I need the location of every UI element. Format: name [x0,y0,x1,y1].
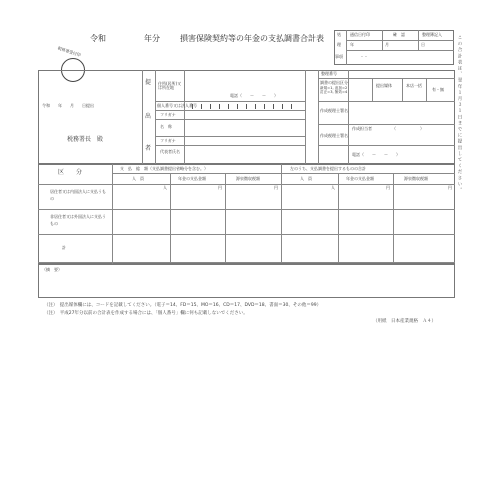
submit-media-label: 提出媒体 [376,83,392,88]
head-office-label: 本店一括 [406,83,422,88]
row-nonresident-label: 非居住者又は外国法人に支払うもの [50,214,106,226]
name-label: 名 称 [160,124,172,129]
remarks-label: （摘 要） [42,267,62,272]
office-row-month: 月 [385,42,389,47]
unit-person-2: 人 [331,185,335,190]
group1-header: 支 払 総 額（支払調書提出省略分を含む。） [120,166,208,171]
col-header-3: 源泉徴収税額 [236,176,260,181]
submitter-phone: 電話（ ー ー ） [230,93,278,98]
row-total-label: 計 [62,245,66,250]
col-header-6: 源泉徴収税額 [404,176,428,181]
group2-header: 左のうち、支払調書を提出するものの合計 [290,166,366,171]
seiri-label: 整理番号 [321,71,337,76]
office-header-1: 通信日付印 [350,32,370,37]
office-row-day: 日 [421,42,425,47]
yes-no-label: 有・無 [432,87,444,92]
office-row-year: 年 [350,42,354,47]
side-instruction: この合計表は、翌年１月３１日までに提出してください。 [456,35,462,194]
office-label-mid: 理 [337,42,341,47]
unit-yen-1: 円 [218,185,222,190]
col-header-4: 人 員 [300,176,312,181]
preparer-label: 作成税理士署名 [320,108,348,113]
office-label-top: 処 [337,32,341,37]
unit-yen-3: 円 [386,185,390,190]
office-dots: ・・ [360,54,368,59]
unit-yen-4: 円 [448,185,452,190]
representative-label: 代表者氏名 [160,149,180,154]
col-header-5: 年金の支払金額 [346,176,374,181]
note-1: （注） 提出媒体欄には、コードを記載してください。（電子＝14、FD＝15、MO＝16、CD＝17、DVD＝18、書面＝30、その他＝99） [44,303,322,308]
submitter-char-2: 出 [145,113,152,120]
year-label: 年分 [144,34,160,43]
tax-accountant-label: 作成税理士署名 [320,133,348,138]
reference-phone: 電話（ ー ー ） [352,152,400,157]
submitter-char-3: 者 [145,145,152,152]
address-label: 住所(居所)又は所在地 [158,81,182,91]
col-header-2: 年金の支払金額 [178,176,206,181]
remarks-box [38,264,455,298]
furigana-label-2: フリガナ [160,138,176,143]
office-header-2: 確 認 [393,32,405,37]
row-resident-label: 居住者又は内国法人に支払うもの [50,189,106,201]
submit-type-label: 調書の提出区分 [320,80,348,85]
form-title: 損害保険契約等の年金の支払調書合計表 [180,34,324,43]
era-label: 令和 [90,34,106,43]
kubun-label: 区 分 [58,169,83,176]
col-header-1: 人 員 [132,176,144,181]
number-label: 個人番号又は法人番号 [157,103,197,108]
seal-label: 税務署受付印 [57,45,82,58]
furigana-label-1: フリガナ [160,112,176,117]
submit-type-detail: 新規=1, 追加=2 訂正=3, 無効=4 [320,86,348,94]
office-header-3: 整理簿記入 [422,32,442,37]
creator-paren: （ ） [392,126,424,131]
submit-date: 令和 年 月 日提出 [42,103,94,108]
note-2: （注） 平成27年分以前の合計表を作成する場合には、「個人番号」欄に何も記載しないでください。 [44,311,248,316]
creator-label: 作成担当者 [352,126,372,131]
office-label-bot: 事項 [335,54,343,59]
paper-spec: （用紙 日本産業規格 Ａ４） [373,319,436,324]
unit-person-1: 人 [163,185,167,190]
submitter-char-1: 提 [145,79,152,86]
number-digit-boxes[interactable] [186,104,302,110]
tax-office-label: 税務署長 殿 [67,136,104,143]
unit-yen-2: 円 [274,185,278,190]
